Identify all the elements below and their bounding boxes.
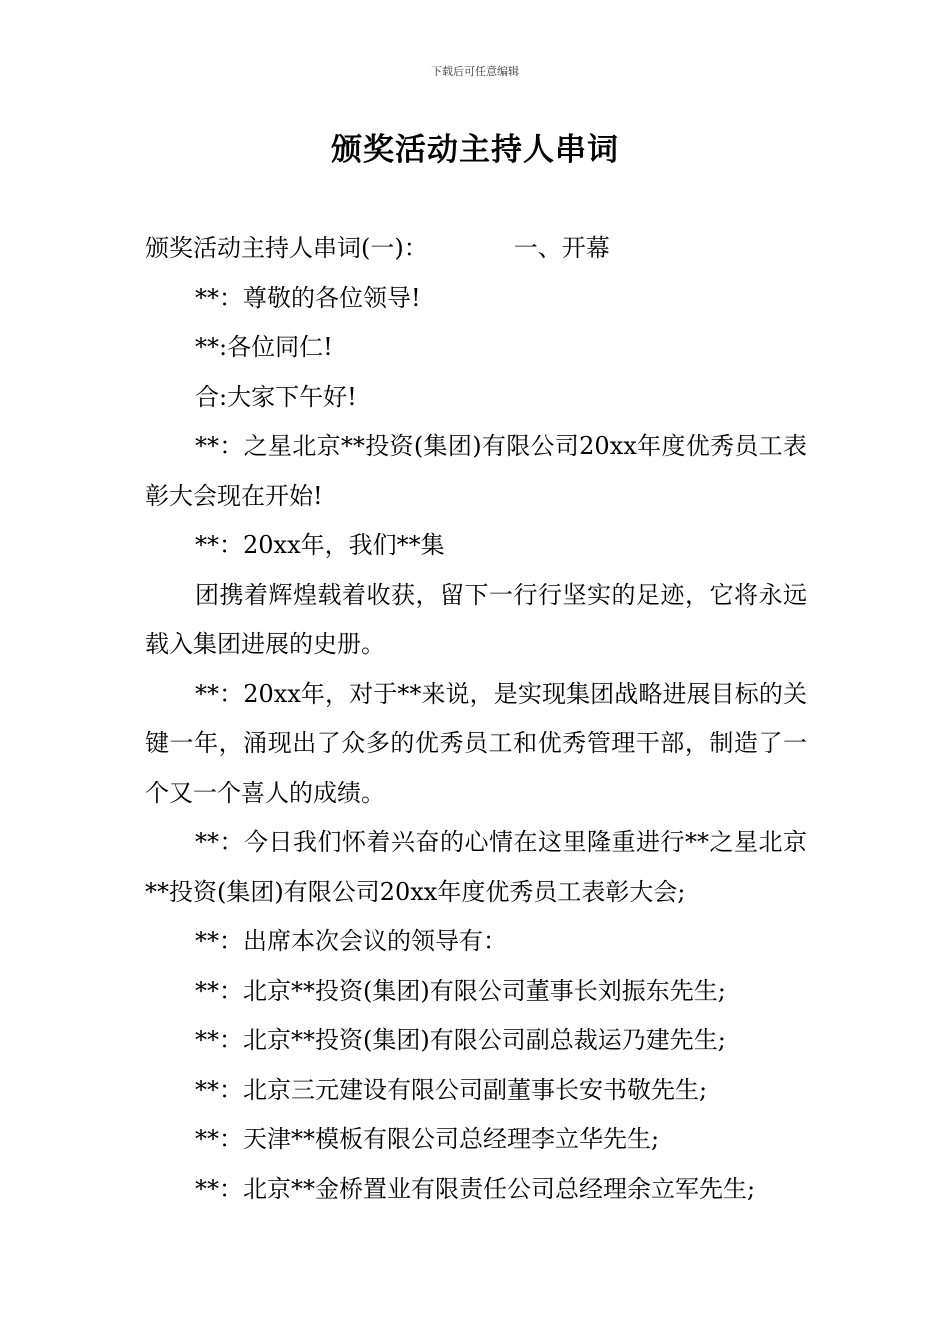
paragraph: **：20xx年，我们**集	[195, 531, 445, 559]
paragraph: **：北京**投资(集团)有限公司董事长刘振东先生;	[195, 976, 726, 1005]
document-body	[145, 224, 807, 1214]
paragraph: **：北京**金桥置业有限责任公司总经理余立军先生;	[195, 1174, 756, 1203]
paragraph: 合:大家下午好!	[195, 382, 357, 411]
paragraph: 团携着辉煌载着收获，留下一行行坚实的足迹，它将永远载入集团进展的史册。	[145, 580, 807, 658]
header-note: 下载后可任意编辑	[431, 65, 519, 78]
document-title: 颁奖活动主持人串词	[331, 132, 619, 168]
paragraph: **：20xx年，对于**来说，是实现集团战略进展目标的关键一年，涌现出了众多的优秀员工和优秀管理干部，制造了一个又一个喜人的成绩。	[145, 679, 807, 807]
paragraph: **：今日我们怀着兴奋的心情在这里隆重进行**之星北京**投资(集团)有限公司20xx年度优秀员工表彰大会;	[145, 828, 807, 906]
paragraph: **：天津**模板有限公司总经理李立华先生;	[195, 1125, 660, 1153]
section-heading: 一、开幕	[513, 234, 610, 262]
paragraph: **：北京**投资(集团)有限公司副总裁运乃建先生;	[195, 1026, 726, 1054]
paragraph: **：尊敬的各位领导!	[195, 283, 421, 312]
paragraph: **:各位同仁!	[195, 333, 333, 361]
intro-heading: 颁奖活动主持人串词(一)：	[145, 234, 428, 262]
paragraph: **：出席本次会议的领导有：	[195, 927, 507, 955]
intro-line	[145, 224, 807, 274]
paragraph: **：北京三元建设有限公司副董事长安书敬先生;	[195, 1075, 708, 1104]
paragraph: **：之星北京**投资(集团)有限公司20xx年度优秀员工表彰大会现在开始!	[145, 432, 807, 510]
